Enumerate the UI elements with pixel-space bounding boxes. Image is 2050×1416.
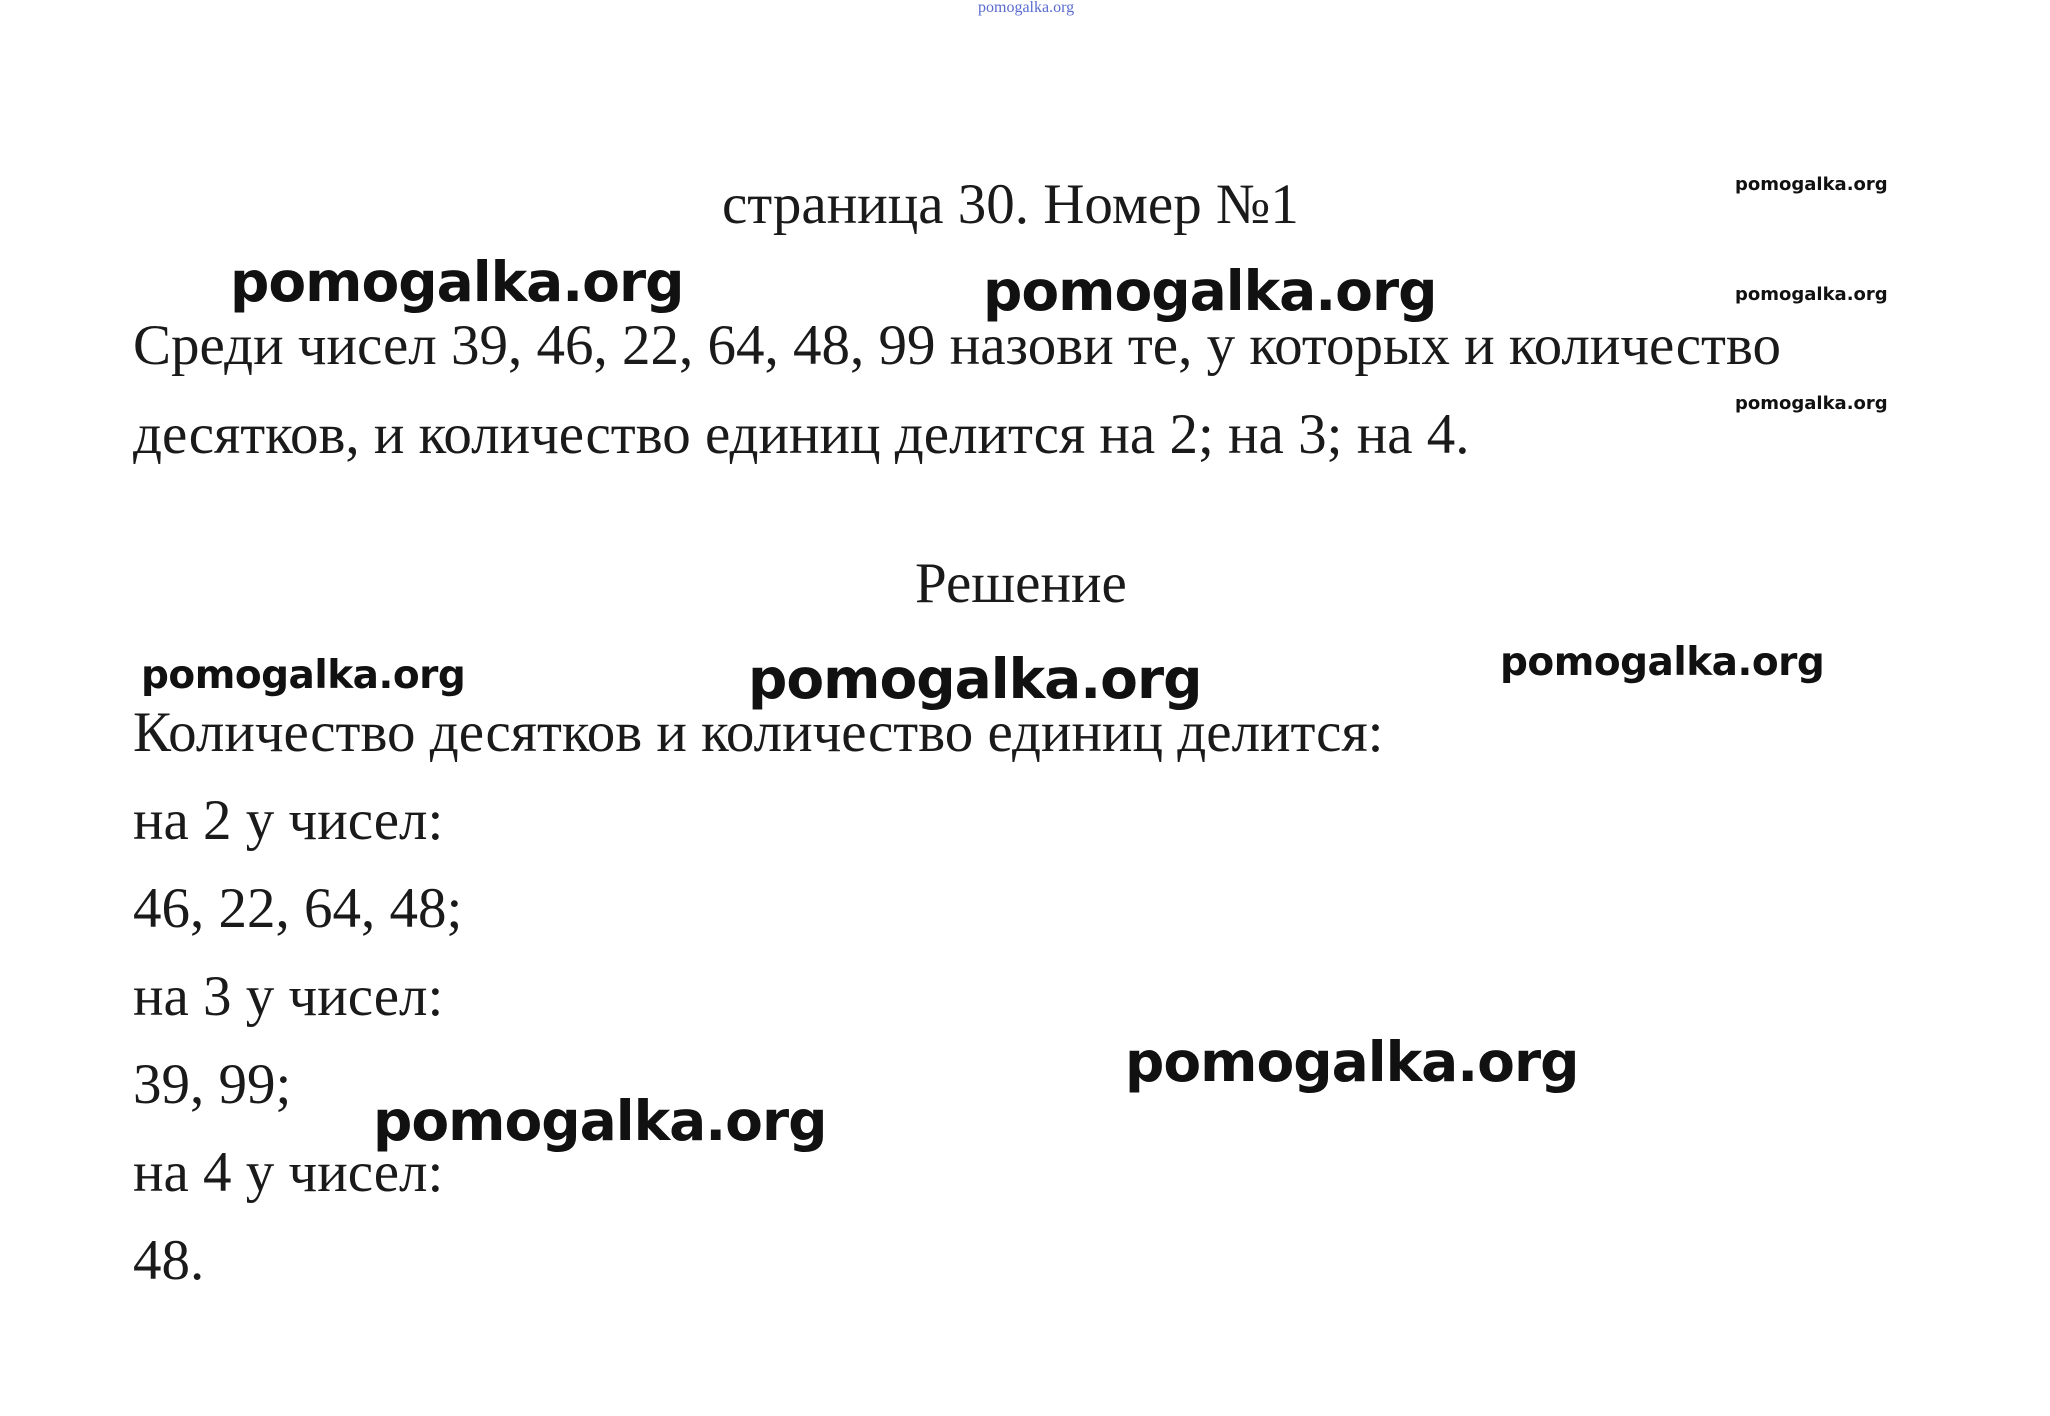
watermark-large: pomogalka.org (1125, 1030, 1579, 1094)
watermark-large: pomogalka.org (748, 647, 1202, 711)
watermark-small: pomogalka.org (1735, 174, 1888, 195)
solution-line: 46, 22, 64, 48; (133, 877, 463, 940)
watermark-medium: pomogalka.org (141, 653, 466, 698)
solution-line: на 2 у чисел: (133, 789, 444, 852)
solution-line: на 4 у чисел: (133, 1141, 444, 1204)
watermark-top: pomogalka.org (978, 0, 1075, 16)
watermark-small: pomogalka.org (1735, 284, 1888, 305)
page-title: страница 30. Номер №1 (722, 173, 1299, 236)
solution-line: 39, 99; (133, 1053, 292, 1116)
solution-line: Количество десятков и количество единиц делится: (133, 701, 1384, 764)
problem-line: Среди чисел 39, 46, 22, 64, 48, 99 назови те, у которых и количество (133, 314, 1781, 377)
solution-heading: Решение (915, 552, 1127, 615)
solution-line: 48. (133, 1229, 205, 1292)
watermark-small: pomogalka.org (1735, 393, 1888, 414)
problem-line: десятков, и количество единиц делится на 2; на 3; на 4. (133, 403, 1470, 466)
watermark-large: pomogalka.org (373, 1089, 827, 1153)
watermark-medium: pomogalka.org (1500, 640, 1825, 685)
watermark-large: pomogalka.org (230, 250, 684, 314)
solution-line: на 3 у чисел: (133, 965, 444, 1028)
watermark-large: pomogalka.org (983, 259, 1437, 323)
